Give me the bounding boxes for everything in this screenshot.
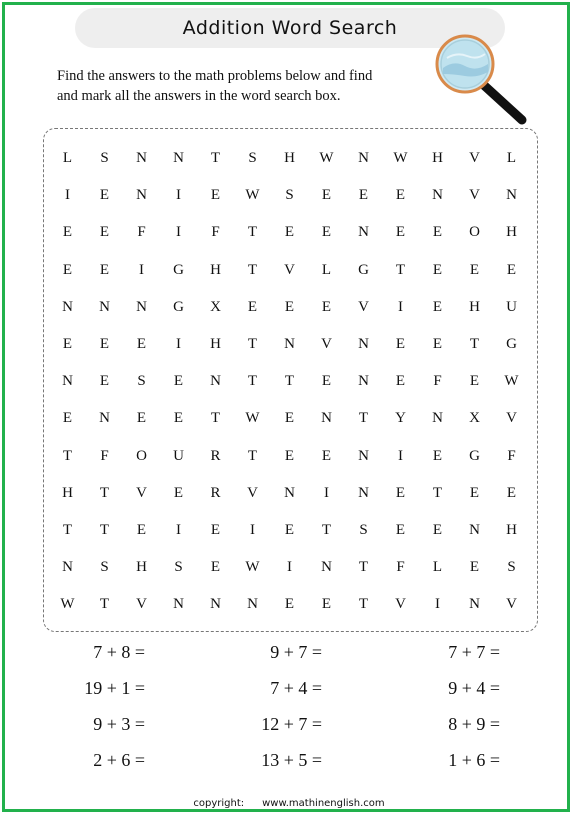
grid-letter[interactable]: H: [62, 484, 73, 501]
grid-letter[interactable]: L: [506, 150, 517, 166]
grid-letter[interactable]: E: [358, 187, 369, 204]
grid-letter[interactable]: T: [247, 335, 258, 352]
grid-letter[interactable]: E: [395, 187, 406, 204]
grid-letter[interactable]: T: [358, 410, 369, 427]
grid-letter[interactable]: E: [469, 373, 480, 390]
grid-letter[interactable]: E: [99, 373, 110, 390]
grid-letter[interactable]: E: [62, 261, 73, 278]
grid-letter[interactable]: N: [284, 484, 295, 501]
grid-letter[interactable]: V: [136, 484, 147, 501]
grid-letter[interactable]: X: [469, 410, 480, 427]
website-link[interactable]: www.mathinenglish.com: [262, 798, 385, 809]
grid-letter[interactable]: H: [210, 261, 221, 278]
grid-letter[interactable]: E: [62, 224, 73, 241]
grid-letter[interactable]: V: [284, 261, 295, 278]
grid-letter[interactable]: H: [506, 521, 517, 538]
grid-letter[interactable]: I: [250, 521, 255, 538]
grid-letter[interactable]: T: [321, 521, 332, 538]
grid-letter[interactable]: E: [395, 484, 406, 501]
grid-letter[interactable]: N: [136, 187, 147, 204]
grid-letter[interactable]: W: [245, 410, 260, 427]
grid-letter[interactable]: E: [469, 484, 480, 501]
grid-letter[interactable]: N: [469, 596, 480, 613]
grid-letter[interactable]: E: [321, 596, 332, 613]
grid-letter[interactable]: E: [432, 447, 443, 464]
grid-letter[interactable]: T: [247, 373, 258, 390]
math-problem: 7 + 4 =: [270, 678, 322, 698]
math-problem: 7 + 7 =: [448, 642, 500, 662]
grid-letter[interactable]: S: [285, 187, 294, 204]
grid-letter[interactable]: I: [398, 298, 403, 315]
grid-letter[interactable]: H: [469, 298, 480, 315]
grid-letter[interactable]: I: [65, 187, 70, 204]
grid-letter[interactable]: X: [210, 298, 221, 315]
math-problem: 8 + 9 =: [448, 714, 500, 734]
grid-letter[interactable]: E: [136, 521, 147, 538]
grid-letter[interactable]: H: [432, 150, 443, 166]
grid-letter[interactable]: N: [432, 410, 443, 427]
grid-letter[interactable]: E: [432, 261, 443, 278]
grid-letter[interactable]: E: [284, 224, 295, 241]
grid-letter[interactable]: V: [136, 596, 147, 613]
grid-letter[interactable]: T: [62, 447, 73, 464]
grid-letter[interactable]: I: [176, 335, 181, 352]
grid-letter[interactable]: E: [210, 559, 221, 576]
grid-letter[interactable]: S: [137, 373, 146, 390]
grid-letter[interactable]: E: [284, 298, 295, 315]
grid-letter[interactable]: E: [284, 596, 295, 613]
grid-letter[interactable]: E: [321, 187, 332, 204]
grid-letter[interactable]: S: [100, 150, 109, 166]
grid-letter[interactable]: V: [395, 596, 406, 613]
grid-letter[interactable]: W: [60, 596, 75, 613]
math-problem: 9 + 7 =: [270, 642, 322, 662]
grid-letter[interactable]: E: [136, 410, 147, 427]
grid-letter[interactable]: I: [287, 559, 292, 576]
grid-letter[interactable]: S: [174, 559, 183, 576]
grid-letter[interactable]: N: [506, 187, 517, 204]
grid-letter[interactable]: E: [506, 261, 517, 278]
grid-letter[interactable]: N: [358, 373, 369, 390]
grid-letter[interactable]: E: [173, 410, 184, 427]
grid-letter[interactable]: E: [173, 484, 184, 501]
math-problem: 19 + 1 =: [84, 678, 145, 698]
grid-letter[interactable]: E: [247, 298, 258, 315]
instructions-line-2: and mark all the answers in the word search box.: [57, 88, 341, 104]
grid-letter[interactable]: E: [284, 410, 295, 427]
grid-letter[interactable]: F: [396, 559, 405, 576]
grid-letter[interactable]: T: [210, 410, 221, 427]
grid-letter[interactable]: F: [211, 224, 220, 241]
grid-letter[interactable]: E: [321, 373, 332, 390]
grid-letter[interactable]: N: [62, 559, 73, 576]
instructions: [57, 66, 437, 106]
grid-letter[interactable]: E: [469, 559, 480, 576]
grid-letter[interactable]: T: [62, 521, 73, 538]
grid-letter[interactable]: W: [504, 373, 519, 390]
grid-letter[interactable]: N: [173, 596, 184, 613]
grid-letter[interactable]: E: [99, 335, 110, 352]
grid-letter[interactable]: I: [176, 521, 181, 538]
grid-letter[interactable]: I: [176, 187, 181, 204]
grid-letter[interactable]: G: [358, 261, 369, 278]
grid-letter[interactable]: N: [136, 150, 147, 166]
grid-letter[interactable]: N: [321, 559, 332, 576]
grid-letter[interactable]: T: [99, 596, 110, 613]
copyright-footer: [0, 798, 578, 809]
magnifying-glass-icon: [432, 34, 532, 130]
grid-letter[interactable]: H: [210, 335, 221, 352]
grid-letter[interactable]: L: [432, 559, 443, 576]
grid-letter[interactable]: E: [321, 298, 332, 315]
grid-letter[interactable]: E: [506, 484, 517, 501]
grid-letter[interactable]: E: [62, 410, 73, 427]
grid-letter[interactable]: W: [245, 559, 260, 576]
grid-letter[interactable]: N: [99, 298, 110, 315]
grid-letter[interactable]: N: [358, 447, 369, 464]
grid-letter[interactable]: E: [210, 521, 221, 538]
grid-letter[interactable]: N: [173, 150, 184, 166]
grid-letter[interactable]: I: [139, 261, 144, 278]
grid-letter[interactable]: I: [398, 447, 403, 464]
grid-letter[interactable]: T: [99, 521, 110, 538]
grid-letter[interactable]: V: [469, 187, 480, 204]
page-title: Addition Word Search: [182, 17, 398, 39]
grid-letter[interactable]: O: [469, 224, 480, 241]
grid-letter[interactable]: T: [99, 484, 110, 501]
grid-letter[interactable]: F: [137, 224, 146, 241]
grid-letter[interactable]: E: [62, 335, 73, 352]
grid-letter[interactable]: E: [210, 187, 221, 204]
grid-letter[interactable]: O: [136, 447, 147, 464]
math-problem: 9 + 4 =: [448, 678, 500, 698]
grid-letter[interactable]: H: [506, 224, 517, 241]
math-problem: 13 + 5 =: [261, 750, 322, 770]
grid-letter[interactable]: E: [99, 187, 110, 204]
grid-letter[interactable]: L: [321, 261, 332, 278]
grid-letter[interactable]: E: [432, 521, 443, 538]
grid-letter[interactable]: N: [136, 298, 147, 315]
grid-letter[interactable]: T: [247, 261, 258, 278]
grid-letter[interactable]: N: [469, 521, 480, 538]
grid-letter[interactable]: W: [393, 150, 408, 166]
grid-letter[interactable]: N: [358, 150, 369, 166]
grid-letter[interactable]: E: [395, 373, 406, 390]
grid-letter[interactable]: V: [358, 298, 369, 315]
grid-letter[interactable]: T: [469, 335, 480, 352]
grid-letter[interactable]: E: [395, 335, 406, 352]
grid-letter[interactable]: R: [210, 447, 221, 464]
grid-letter[interactable]: H: [136, 559, 147, 576]
grid-letter[interactable]: E: [432, 224, 443, 241]
copyright-label: copyright:: [193, 798, 245, 809]
grid-letter[interactable]: N: [284, 335, 295, 352]
grid-letter[interactable]: N: [210, 596, 221, 613]
grid-letter[interactable]: N: [62, 298, 73, 315]
instructions-line-1: Find the answers to the math problems below and find: [57, 68, 373, 84]
grid-letter[interactable]: E: [432, 335, 443, 352]
grid-letter[interactable]: T: [247, 447, 258, 464]
grid-letter[interactable]: T: [358, 596, 369, 613]
grid-letter[interactable]: T: [395, 261, 406, 278]
math-problem: 2 + 6 =: [93, 750, 145, 770]
grid-letter[interactable]: G: [506, 335, 517, 352]
math-problem: 12 + 7 =: [261, 714, 322, 734]
grid-letter[interactable]: N: [321, 410, 332, 427]
grid-letter[interactable]: F: [433, 373, 442, 390]
grid-letter[interactable]: E: [469, 261, 480, 278]
grid-letter[interactable]: S: [248, 150, 257, 166]
grid-letter[interactable]: W: [245, 187, 260, 204]
math-problem: 1 + 6 =: [448, 750, 500, 770]
grid-letter[interactable]: I: [324, 484, 329, 501]
grid-letter[interactable]: Y: [395, 410, 406, 427]
grid-letter[interactable]: N: [210, 373, 221, 390]
grid-letter[interactable]: H: [284, 150, 295, 166]
grid-letter[interactable]: N: [358, 484, 369, 501]
grid-letter[interactable]: G: [173, 261, 184, 278]
grid-letter[interactable]: E: [321, 447, 332, 464]
grid-letter[interactable]: V: [247, 484, 258, 501]
grid-letter[interactable]: E: [284, 521, 295, 538]
grid-letter[interactable]: T: [432, 484, 443, 501]
grid-letter[interactable]: G: [469, 447, 480, 464]
grid-letter[interactable]: N: [358, 335, 369, 352]
grid-letter[interactable]: N: [358, 224, 369, 241]
letter-grid: [49, 140, 529, 623]
math-problem: 7 + 8 =: [93, 642, 145, 662]
grid-letter[interactable]: E: [395, 521, 406, 538]
grid-letter[interactable]: T: [247, 224, 258, 241]
grid-letter[interactable]: E: [395, 224, 406, 241]
math-problem: 9 + 3 =: [93, 714, 145, 734]
grid-letter[interactable]: G: [173, 298, 184, 315]
grid-letter[interactable]: F: [100, 447, 109, 464]
grid-letter[interactable]: N: [99, 410, 110, 427]
grid-letter[interactable]: I: [435, 596, 440, 613]
grid-letter[interactable]: E: [284, 447, 295, 464]
grid-letter[interactable]: I: [176, 224, 181, 241]
grid-letter[interactable]: V: [506, 410, 517, 427]
grid-letter[interactable]: E: [99, 261, 110, 278]
grid-letter[interactable]: T: [284, 373, 295, 390]
grid-letter[interactable]: V: [506, 596, 517, 613]
grid-letter[interactable]: N: [432, 187, 443, 204]
grid-letter[interactable]: S: [100, 559, 109, 576]
grid-letter[interactable]: N: [247, 596, 258, 613]
grid-letter[interactable]: S: [359, 521, 368, 538]
grid-letter[interactable]: S: [507, 559, 516, 576]
grid-letter[interactable]: W: [319, 150, 334, 166]
grid-letter[interactable]: V: [469, 150, 480, 166]
grid-letter[interactable]: V: [321, 335, 332, 352]
grid-letter[interactable]: E: [136, 335, 147, 352]
grid-letter[interactable]: U: [506, 298, 517, 315]
grid-letter[interactable]: L: [62, 150, 73, 166]
grid-letter[interactable]: F: [507, 447, 516, 464]
grid-letter[interactable]: R: [210, 484, 221, 501]
grid-letter[interactable]: E: [173, 373, 184, 390]
grid-letter[interactable]: E: [432, 298, 443, 315]
grid-letter[interactable]: T: [358, 559, 369, 576]
grid-letter[interactable]: U: [173, 447, 184, 464]
grid-letter[interactable]: T: [210, 150, 221, 166]
grid-letter[interactable]: N: [62, 373, 73, 390]
grid-letter[interactable]: E: [99, 224, 110, 241]
grid-letter[interactable]: E: [321, 224, 332, 241]
